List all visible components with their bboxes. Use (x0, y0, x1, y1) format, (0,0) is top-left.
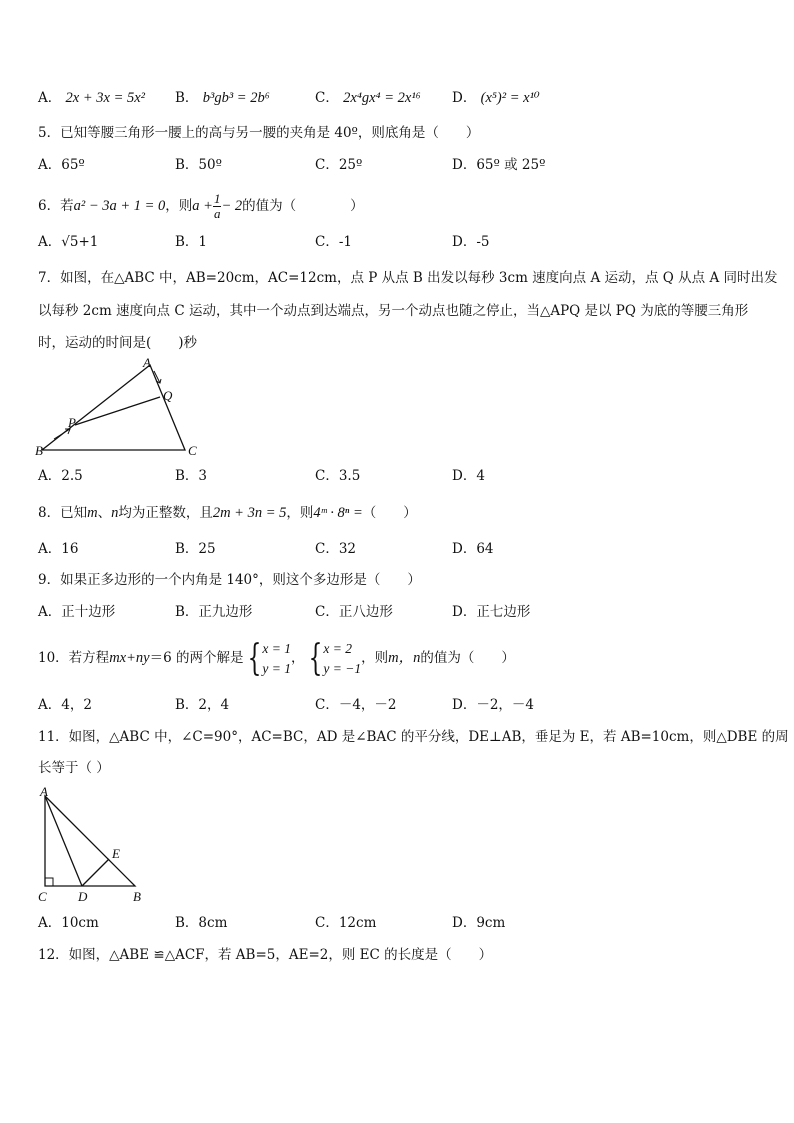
q11-stem-line-1: 11．如图，△ABC 中，∠C=90°，AC=BC，AD 是∠BAC 的平分线，DE⊥AB，垂足为 E，若 AB=10cm，则△DBE 的周 (38, 729, 789, 745)
q11-option-b: B．8cm (175, 915, 228, 931)
q4-option-d-math: (x⁵)² = x¹⁰ (480, 90, 540, 106)
q10-option-c: C．－4，－2 (315, 697, 397, 713)
q7-triangle-figure (30, 355, 210, 463)
q5-option-a: A．65º (38, 157, 85, 173)
q11-triangle-abc (45, 796, 135, 886)
q5-option-d: D．65º 或 25º (452, 157, 546, 173)
q11-option-d: D．9cm (452, 915, 506, 931)
q6-option-a: A．√5+1 (38, 234, 99, 250)
q9-option-d: D．正七边形 (452, 604, 531, 620)
q11-label-c: C (38, 889, 47, 904)
q7-triangle-abc (42, 365, 185, 450)
q6-equation: a² − 3a + 1 = 0 (73, 198, 166, 214)
q7-label-c: C (188, 443, 197, 458)
q7-label-p: P (68, 415, 76, 430)
q4-option-a: A． 2x + 3x = 5x² (38, 90, 146, 106)
q4-option-c-math: 2x⁴gx⁴ = 2x¹⁶ (343, 90, 421, 106)
q8-option-a: A．16 (38, 541, 79, 557)
q7-label-a: A (143, 355, 151, 370)
q7-label-b: B (35, 443, 43, 458)
q8-option-b: B．25 (175, 541, 216, 557)
q11-label-e: E (112, 846, 120, 861)
q8-option-d: D．64 (452, 541, 494, 557)
q8-option-c: C．32 (315, 541, 357, 557)
q7-option-d: D．4 (452, 468, 485, 484)
q11-triangle-figure (30, 784, 155, 906)
q4-option-b: B． b³gb³ = 2b⁶ (175, 90, 270, 106)
q5-stem: 5．已知等腰三角形一腰上的高与另一腰的夹角是 40º，则底角是（ ） (38, 125, 480, 141)
q7-option-a: A．2.5 (38, 468, 83, 484)
q7-arrow-p (54, 429, 70, 439)
q10-option-d: D．－2，－4 (452, 697, 535, 713)
q8-stem: 8．已知m、n均为正整数，且2m + 3n = 5，则4ᵐ · 8ⁿ =（ ） (38, 505, 417, 521)
q5-option-b: B．50º (175, 157, 222, 173)
q7-stem-line-2: 以每秒 2cm 速度向点 C 运动，其中一个动点到达端点，另一个动点也随之停止，当△APQ 是以 PQ 为底的等腰三角形 (38, 303, 749, 319)
q7-stem-line-3: 时，运动的时间是( )秒 (38, 335, 198, 351)
q8-expression: 4ᵐ · 8ⁿ = (313, 505, 363, 521)
q6-option-b: B．1 (175, 234, 208, 250)
q6-fraction: $\frac{1}{a}$ (213, 191, 221, 221)
q4-option-d: D． (x⁵)² = x¹⁰ (452, 90, 540, 106)
q11-label-d: D (78, 889, 88, 904)
q10-system-1: x = 1 y = 1 (262, 640, 291, 676)
q9-option-b: B．正九边形 (175, 604, 253, 620)
q11-segment-ad (45, 796, 82, 886)
q12-stem: 12．如图，△ABE ≌△ACF，若 AB=5，AE=2，则 EC 的长度是（ ） (38, 947, 493, 963)
q11-segment-de (82, 859, 109, 886)
q11-option-a: A．10cm (38, 915, 99, 931)
q10-stem: 10．若方程mx+ny＝6 的两个解是 { x = 1 y = 1 ， { x = 2 y = −1 ，则m，n的值为（ ） (38, 637, 515, 679)
q10-equation: mx+ny (109, 650, 150, 666)
q9-option-a: A．正十边形 (38, 604, 116, 620)
q6-option-d: D．-5 (452, 234, 490, 250)
q5-option-c: C．25º (315, 157, 363, 173)
q4-option-a-math: 2x + 3x = 5x² (65, 90, 146, 106)
q7-stem-line-1: 7．如图，在△ABC 中，AB=20cm，AC=12cm，点 P 从点 B 出发以每秒 3cm 速度向点 A 运动，点 Q 从点 A 同时出发 (38, 270, 778, 286)
q7-label-q: Q (163, 388, 173, 403)
q11-right-angle-mark (45, 878, 53, 886)
q4-option-c: C． 2x⁴gx⁴ = 2x¹⁶ (315, 90, 421, 106)
q9-stem: 9．如果正多边形的一个内角是 140°，则这个多边形是（ ） (38, 572, 421, 588)
q11-label-a: A (40, 784, 48, 799)
q7-option-b: B．3 (175, 468, 208, 484)
q11-label-b: B (133, 889, 141, 904)
q7-segment-pq (75, 397, 160, 425)
q6-option-c: C．-1 (315, 234, 352, 250)
q11-option-c: C．12cm (315, 915, 377, 931)
q9-option-c: C．正八边形 (315, 604, 393, 620)
q8-condition: 2m + 3n = 5 (212, 505, 287, 521)
q10-option-a: A．4，2 (38, 697, 92, 713)
q4-option-b-math: b³gb³ = 2b⁶ (202, 90, 270, 106)
q11-stem-line-2: 长等于（ ） (38, 760, 110, 776)
q7-option-c: C．3.5 (315, 468, 361, 484)
q6-stem: 6．若a² − 3a + 1 = 0，则a + $\frac{1}{a}$ − 2的值为（ ） (38, 191, 364, 221)
q10-option-b: B．2，4 (175, 697, 230, 713)
q10-system-2: x = 2 y = −1 (323, 640, 362, 676)
